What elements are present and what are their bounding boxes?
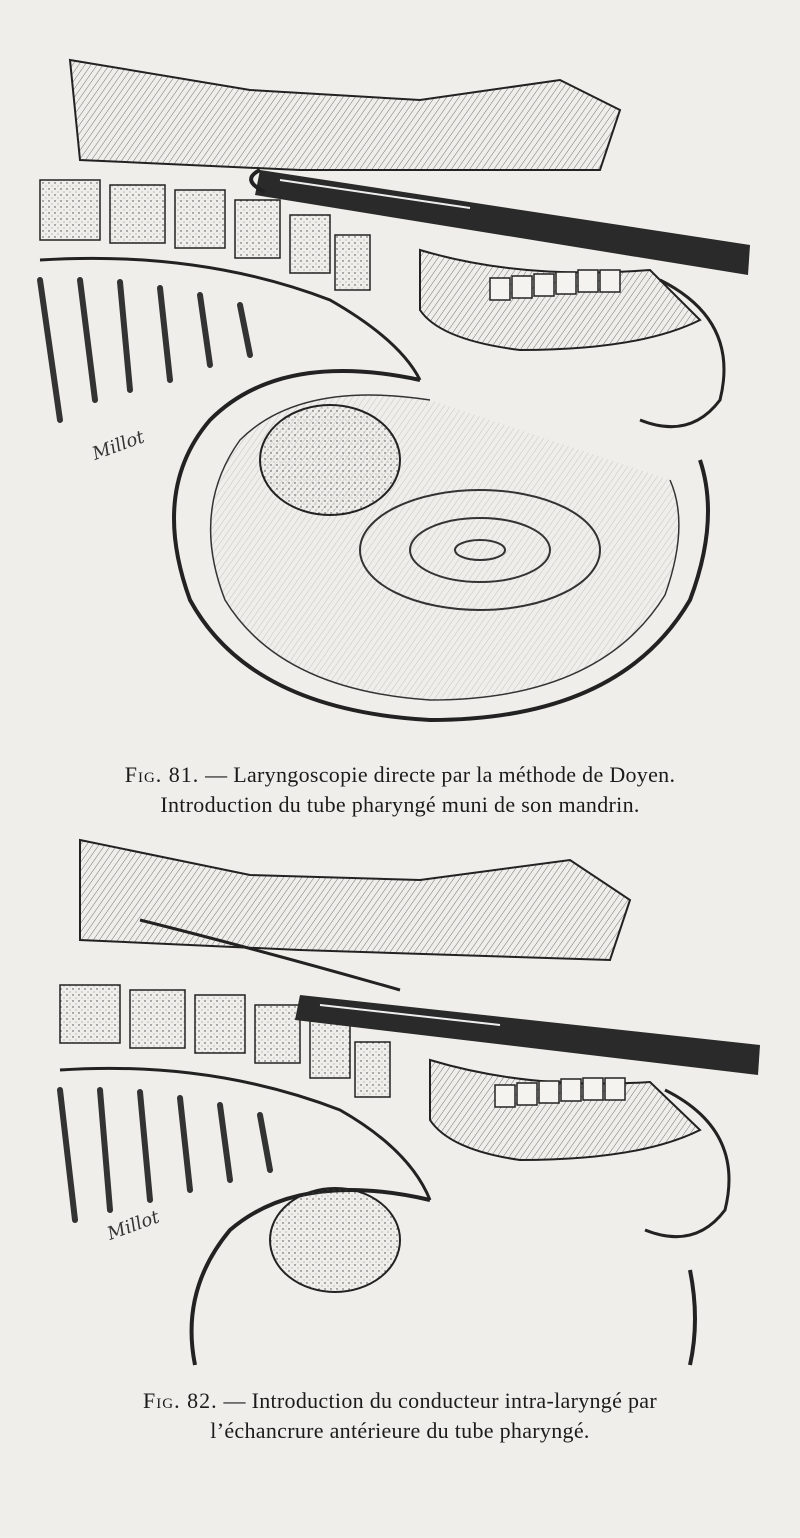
figure-81-illustration	[0, 20, 800, 740]
figure-81-caption	[40, 760, 760, 820]
figure-82-label: Fig. 82.	[143, 1388, 218, 1413]
figure-82-illustration	[0, 820, 800, 1380]
caption-81-text-1: Laryngoscopie directe par la méthode de Doyen.	[233, 762, 676, 787]
caption-81-line-2: Introduction du tube pharyngé muni de son mandrin.	[160, 792, 640, 817]
caption-82-line-2: l’échancrure antérieure du tube pharyngé.	[210, 1418, 590, 1443]
oral-cavity	[420, 250, 700, 350]
spinous-processes	[60, 1090, 270, 1220]
caption-81-line-1	[40, 760, 760, 790]
caption-dash: —	[223, 1388, 246, 1413]
cerebellum	[260, 405, 400, 515]
anatomical-section-figure-82	[0, 820, 800, 1380]
artist-signature: Millot	[104, 1206, 163, 1245]
oral-cavity	[430, 1060, 700, 1160]
figure-82-caption	[40, 1386, 760, 1446]
skull-outline-right	[690, 1270, 695, 1365]
caption-82-line-1	[40, 1386, 760, 1416]
cerebellum	[270, 1188, 400, 1292]
artist-signature: Millot	[89, 426, 148, 465]
spinous-processes	[40, 280, 250, 420]
caption-82-text-1: Introduction du conducteur intra-laryngé par	[251, 1388, 657, 1413]
figure-81-label: Fig. 81.	[124, 762, 200, 787]
trachea-region	[80, 840, 630, 960]
caption-dash: —	[205, 762, 228, 787]
trachea-region	[70, 60, 620, 170]
anatomical-section-figure-81	[0, 20, 800, 740]
